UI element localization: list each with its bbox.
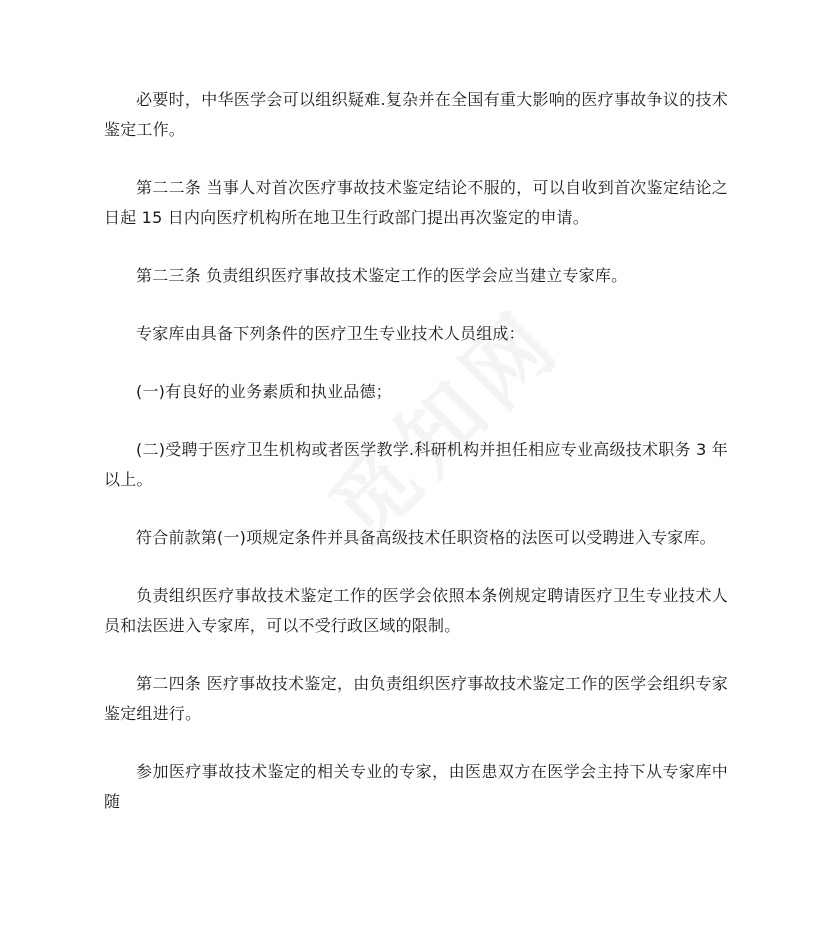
paragraph: 专家库由具备下列条件的医疗卫生专业技术人员组成： <box>136 324 525 343</box>
paragraph: 负责组织医疗事故技术鉴定工作的医学会依照本条例规定聘请医疗卫生专业技术人员和法医进入专家库，可以不受行政区域的限制。 <box>104 586 728 635</box>
paragraph: 参加医疗事故技术鉴定的相关专业的专家，由医患双方在医学会主持下从专家库中随 <box>104 762 728 811</box>
paragraph: 第二二条 当事人对首次医疗事故技术鉴定结论不服的，可以自收到首次鉴定结论之日起 15 日内向医疗机构所在地卫生行政部门提出再次鉴定的申请。 <box>104 178 728 227</box>
paragraph: (一)有良好的业务素质和执业品德； <box>136 382 392 401</box>
paragraph: 第二四条 医疗事故技术鉴定，由负责组织医疗事故技术鉴定工作的医学会组织专家鉴定组进行。 <box>104 674 728 723</box>
paragraph: (二)受聘于医疗卫生机构或者医学教学.科研机构并担任相应专业高级技术职务 3 年以上。 <box>104 440 728 489</box>
paragraph: 符合前款第(一)项规定条件并具备高级技术任职资格的法医可以受聘进入专家库。 <box>136 528 716 547</box>
paragraph: 第二三条 负责组织医疗事故技术鉴定工作的医学会应当建立专家库。 <box>136 266 628 285</box>
paragraph: 必要时，中华医学会可以组织疑难.复杂并在全国有重大影响的医疗事故争议的技术鉴定工作。 <box>104 90 728 139</box>
document-body <box>104 85 728 845</box>
